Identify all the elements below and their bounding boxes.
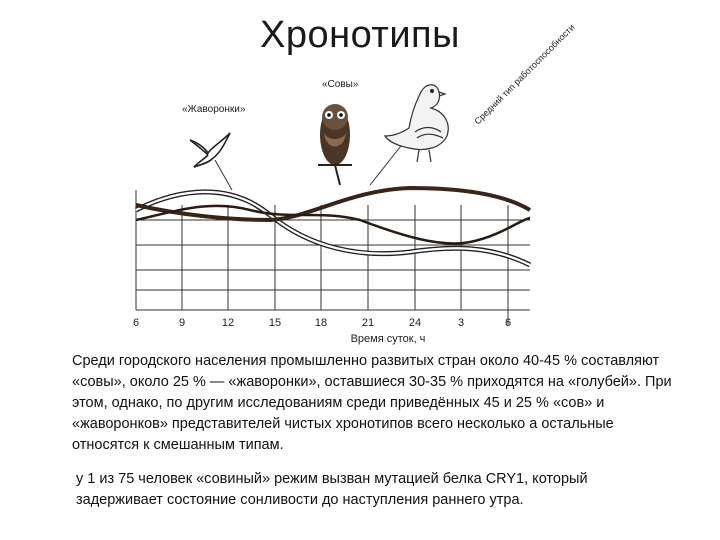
lark-icon (190, 133, 230, 167)
paragraph-2: у 1 из 75 человек «совиный» режим вызван мутацией белка CRY1, который задерживает состояние сонливости до наступления раннего утра. (76, 471, 588, 508)
chart-grid (136, 190, 530, 325)
x-tick: 3 (457, 317, 465, 329)
owl-icon (318, 104, 352, 185)
larks-label: «Жаворонки» (182, 104, 246, 115)
x-tick: 15 (268, 317, 282, 329)
x-axis-label: Время суток, ч (350, 333, 426, 345)
average-label-text: Средний тип работоспособности (472, 22, 577, 127)
x-tick: 6 (132, 317, 140, 329)
average-curve (136, 206, 530, 244)
x-tick: 18 (314, 317, 328, 329)
x-tick: 9 (178, 317, 186, 329)
slide-title: Хронотипы (260, 14, 460, 56)
owls-label: «Совы» (322, 79, 359, 90)
x-tick: 21 (361, 317, 375, 329)
paragraph-1: Среди городского населения промышленно развитых стран около 40-45 % составляют «совы», около 25 % — «жаворонки», оставшиеся 30-35 % приходятся на «голубей». При этом, однако, по другим исследованиям среди приведённых 45 и 25 % «сов» и «жаворонков» представителей чистых хронотипов всего несколько а остальные относятся к смешанным типам. (72, 353, 672, 453)
x-tick: 24 (408, 317, 422, 329)
x-tick: 12 (221, 317, 235, 329)
pigeon-icon (385, 85, 448, 162)
x-tick: 6 (504, 317, 512, 329)
